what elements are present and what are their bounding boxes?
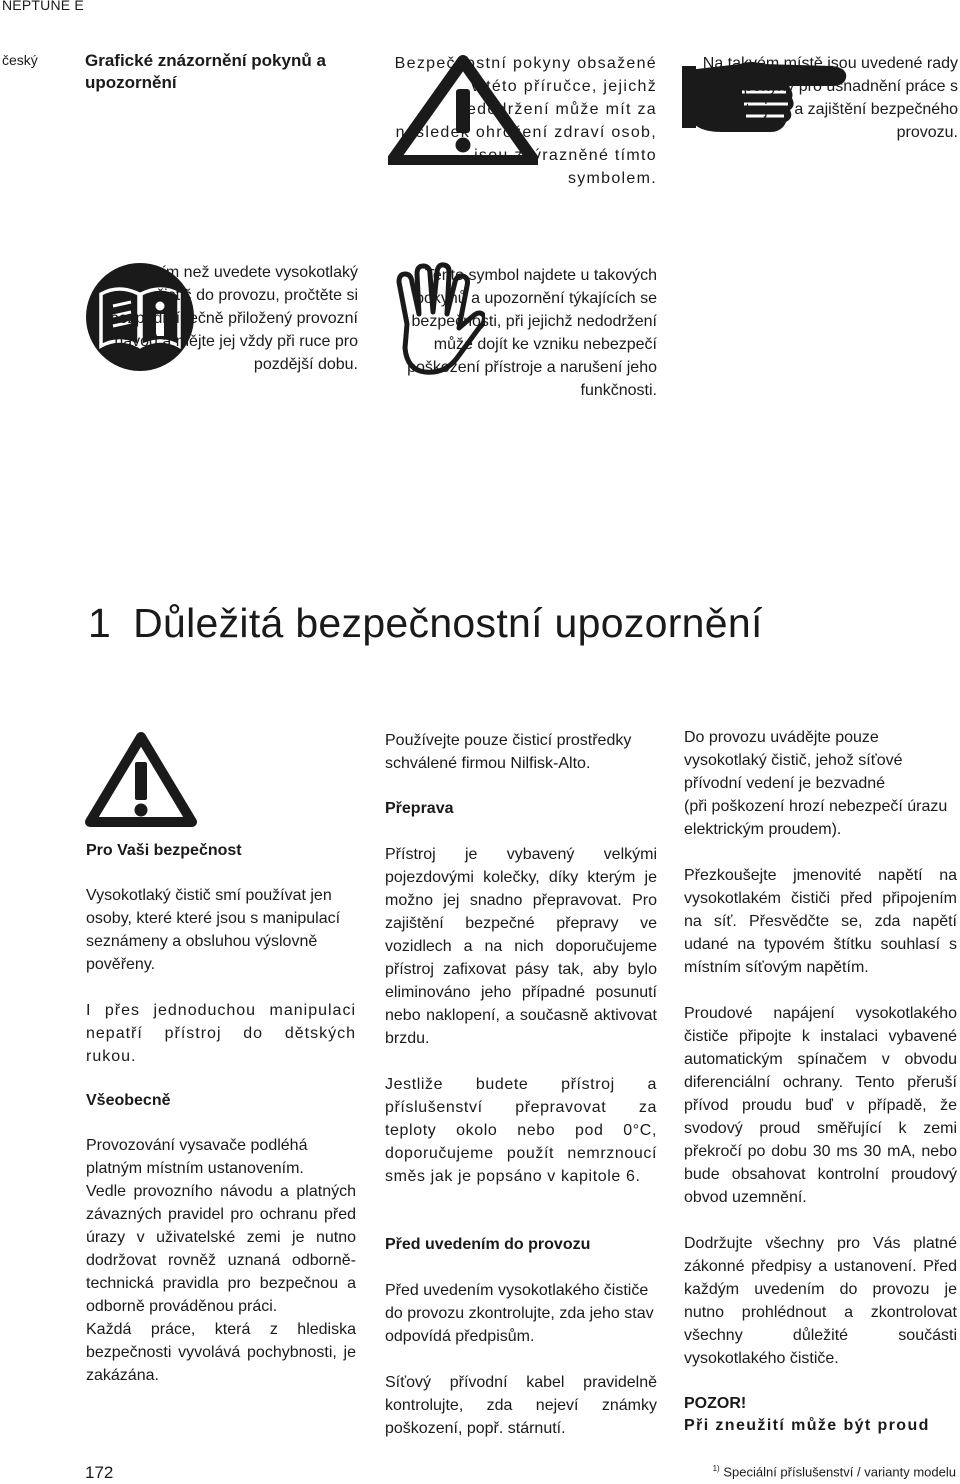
hint-symbol-text: Na takvém místě jsou uvedené rady nebo pokyny pro usnadnění práce s přístrojem a zajištění bezpečného provozu.	[702, 55, 958, 141]
col3-paragraph-2: Přezkoušejte jmenovité napětí na vysokotlakém čističi před připojením na síť. Přesvědčte se, zda napětí udané na typovém štítku souhlasí s místním síťovým napětím.	[684, 867, 957, 976]
col3-paragraph-1b: (při poškození hrozí nebezpečí úrazu elektrickým proudem).	[684, 798, 948, 838]
hand-symbol-text: Tento symbol najdete u takových pokynů a upozornění týkajících se bezpečnosti, při jejichž nedodržení může dojít ke vzniku nebezpečí poškození přístroje a narušení jeho funkčnosti.	[407, 267, 657, 399]
col3-paragraph-4: Dodržujte všechny pro Vás platné zákonné předpisy a ustanovení. Před každým uvedením do provozu je nutno prohlédnout a zkontrolovat všechny důležité součásti vysokotlakého čističe.	[684, 1235, 957, 1367]
col1-paragraph-1: Vysokotlaký čistič smí používat jen osoby, které které jsou s manipulací seznámeny a obsluhou výslovně pověřeny.	[86, 887, 341, 973]
heading-caution: POZOR!	[684, 1395, 747, 1412]
manual-symbol-text: Předtím než uvedete vysokotlaký čistič do provozu, pročtěte si bezpodmínečně přiložený provozní návod a mějte jej vždy při ruce pro pozdější dobu.	[109, 264, 358, 373]
col1-paragraph-4: Vedle provozního návodu a platných závazných pravidel pro ochranu před úrazy v uživatelské zemi je nutno dodržovat rovněž uznaná odborně-technická pravidla pro bezpečnou a odborně prováděnou práci.	[86, 1183, 356, 1315]
col2-paragraph-3: Jestliže budete přístroj a příslušenství přepravovat za teploty okolo nebo pod 0°C, doporučujeme použít nemrznoucí směs jak je popsáno v kapitole 6.	[385, 1076, 657, 1185]
chapter-number: 1	[88, 600, 112, 646]
language-label: český	[2, 52, 38, 68]
column-2	[385, 729, 657, 1440]
col2-paragraph-2: Přístroj je vybavený velkými pojezdovými kolečky, díky kterým je možno jej snadno přepravovat. Pro zajištění bezpečné přepravy ve vozidlech a na nich doporučujeme přístroj zafixovat pásy tak, aby bylo eliminováno jeho případné posunutí nebo naklopení, a současně aktivovat brzdu.	[385, 846, 657, 1047]
col2-paragraph-4: Před uvedením vysokotlakého čističe do provozu zkontrolujte, zda jeho stav odpovídá předpisům.	[385, 1282, 654, 1345]
safety-warning-triangle-icon	[85, 730, 197, 828]
warning-symbol-text: Bezpečnostní pokyny obsažené v této příručce, jejichž nedodržení může mít za následek ohrožení zdraví osob, jsou zvýrazněné tímto symbolem.	[394, 55, 657, 187]
heading-for-your-safety: Pro Vaši bezpečnost	[86, 842, 242, 859]
brand-header: NEPTUNE E	[2, 0, 84, 13]
col3-paragraph-5: Při zneužití může být proud	[684, 1417, 930, 1434]
heading-general: Všeobecně	[86, 1092, 171, 1109]
col1-paragraph-5: Každá práce, která z hlediska bezpečnosti vyvolává pochybnosti, je zakázána.	[86, 1321, 356, 1384]
chapter-title: Důležitá bezpečnostní upozornění	[133, 600, 763, 646]
footnote-text: Speciální příslušenství / varianty modelu	[723, 1464, 956, 1480]
heading-transport: Přeprava	[385, 800, 454, 817]
column-1	[86, 840, 356, 1387]
page-number: 172	[85, 1463, 114, 1482]
column-3	[684, 726, 957, 1437]
chapter-heading	[88, 600, 763, 647]
col1-paragraph-3: Provozování vysavače podléhá platným místním ustanovením.	[86, 1137, 308, 1177]
footnote	[713, 1464, 956, 1479]
footnote-mark: 1)	[712, 1464, 720, 1473]
col3-paragraph-3: Proudové napájení vysokotlakého čističe připojte k instalaci vybavené automatickým spínačem v obvodu diferenciální ochrany. Tento přeruší přívod proudu buď v případě, že svodový proud směřující k zemi překročí po dobu 30 ms 30 mA, nebo bude obsahovat kontrolní proudový obvod uzemnění.	[684, 1005, 957, 1206]
heading-before-operation: Před uvedením do provozu	[385, 1236, 591, 1253]
col1-paragraph-2: I přes jednoduchou manipulaci nepatří přístroj do dětských rukou.	[86, 1002, 356, 1065]
intro-title: Grafické znázornění pokynů a upozornění	[85, 51, 326, 92]
col3-paragraph-1: Do provozu uvádějte pouze vysokotlaký čistič, jehož síťové přívodní vedení je bezvadné	[684, 729, 903, 792]
col2-paragraph-1: Používejte pouze čisticí prostředky schválené firmou Nilfisk-Alto.	[385, 732, 632, 772]
col2-paragraph-5: Síťový přívodní kabel pravidelně kontrolujte, zda nejeví známky poškození, popř. stárnutí.	[385, 1374, 657, 1437]
